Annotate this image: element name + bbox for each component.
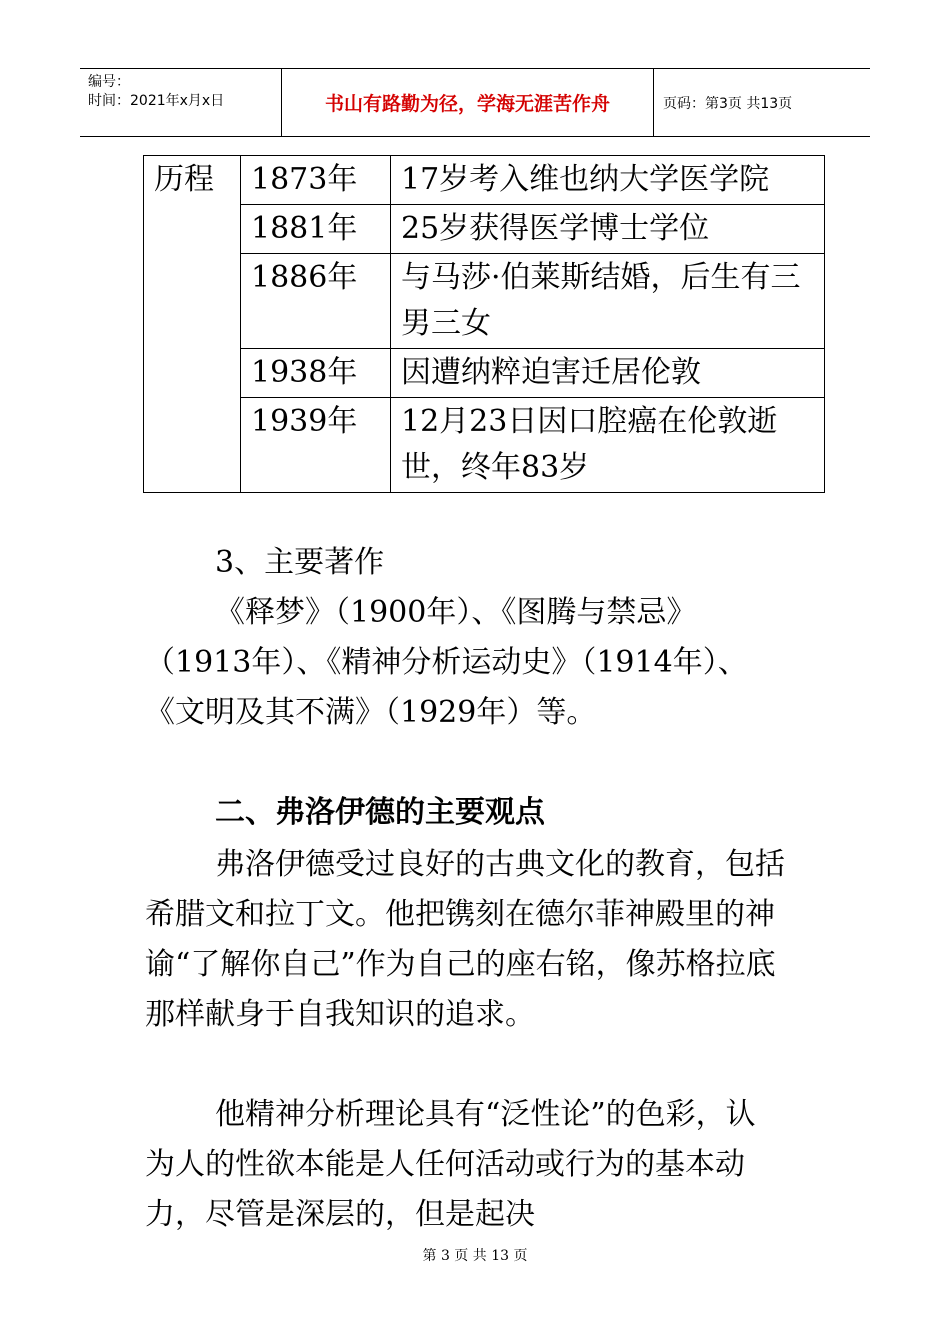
table-row [144, 349, 825, 398]
page-header [80, 68, 870, 137]
history-table [143, 155, 825, 493]
paragraph-2: 他精神分析理论具有“泛性论”的色彩，认为人的性欲本能是人任何活动或行为的基本动力，尽管是深层的，但是起决 [145, 1097, 756, 1232]
year-cell: 1886年 [241, 254, 391, 349]
header-page-info: 页码：第3页 共13页 [663, 95, 793, 112]
row-label-cell: 历程 [144, 156, 241, 493]
table-row [144, 254, 825, 349]
event-cell: 25岁获得医学博士学位 [391, 205, 825, 254]
works-text: 《释梦》（1900年）、《图腾与禁忌》（1913年）、《精神分析运动史》（1914年）、《文明及其不满》（1929年）等。 [145, 595, 748, 730]
works-heading: 3、主要著作 [215, 545, 385, 580]
year-cell: 1939年 [241, 398, 391, 493]
event-cell: 17岁考入维也纳大学医学院 [391, 156, 825, 205]
table-row [144, 398, 825, 493]
time-label: 时间：2021年x月x日 [88, 93, 225, 109]
event-cell: 与马莎·伯莱斯结婚，后生有三男三女 [391, 254, 825, 349]
year-cell: 1938年 [241, 349, 391, 398]
event-cell: 12月23日因口腔癌在伦敦逝世，终年83岁 [391, 398, 825, 493]
header-motto: 书山有路勤为径，学海无涯苦作舟 [282, 69, 654, 136]
header-meta [80, 69, 282, 136]
page-footer: 第 3 页 共 13 页 [422, 1248, 528, 1264]
table-row [144, 205, 825, 254]
year-cell: 1881年 [241, 205, 391, 254]
table-row [144, 156, 825, 205]
section-heading: 二、弗洛伊德的主要观点 [215, 795, 545, 830]
event-cell: 因遭纳粹迫害迁居伦敦 [391, 349, 825, 398]
year-cell: 1873年 [241, 156, 391, 205]
paragraph-1: 弗洛伊德受过良好的古典文化的教育，包括希腊文和拉丁文。他把镌刻在德尔菲神殿里的神谕“了解你自己”作为自己的座右铭，像苏格拉底那样献身于自我知识的追求。 [145, 847, 785, 1032]
number-label: 编号： [88, 74, 130, 90]
